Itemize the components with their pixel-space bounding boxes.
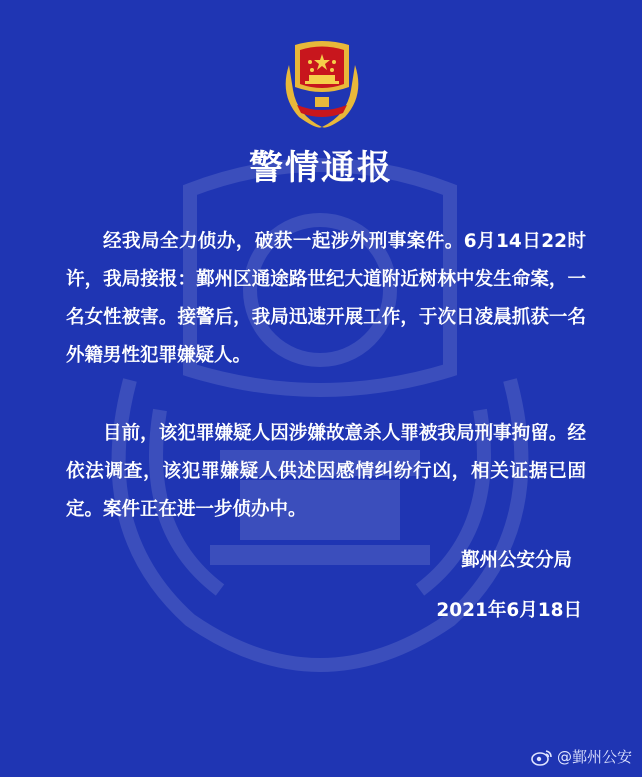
notice-title: 警情通报 — [249, 148, 393, 188]
notice-paragraph-1: 经我局全力侦办，破获一起涉外刑事案件。6月14日22时许，我局接报：鄞州区通途路世纪大道附近树林中发生命案，一名女性被害。接警后，我局迅速开展工作，于次日凌晨抓获一名外籍男性犯罪嫌疑人。 — [66, 230, 586, 366]
police-emblem-icon — [277, 35, 367, 130]
weibo-watermark — [531, 746, 632, 767]
issuing-authority: 鄞州公安分局 — [460, 550, 572, 571]
issue-date: 2021年6月18日 — [436, 600, 582, 621]
weibo-handle: @鄞州公安 — [556, 748, 632, 766]
weibo-icon — [531, 748, 553, 766]
notice-paragraph-2: 目前，该犯罪嫌疑人因涉嫌故意杀人罪被我局刑事拘留。经依法调查，该犯罪嫌疑人供述因感情纠纷行凶，相关证据已固定。案件正在进一步侦办中。 — [66, 422, 586, 520]
